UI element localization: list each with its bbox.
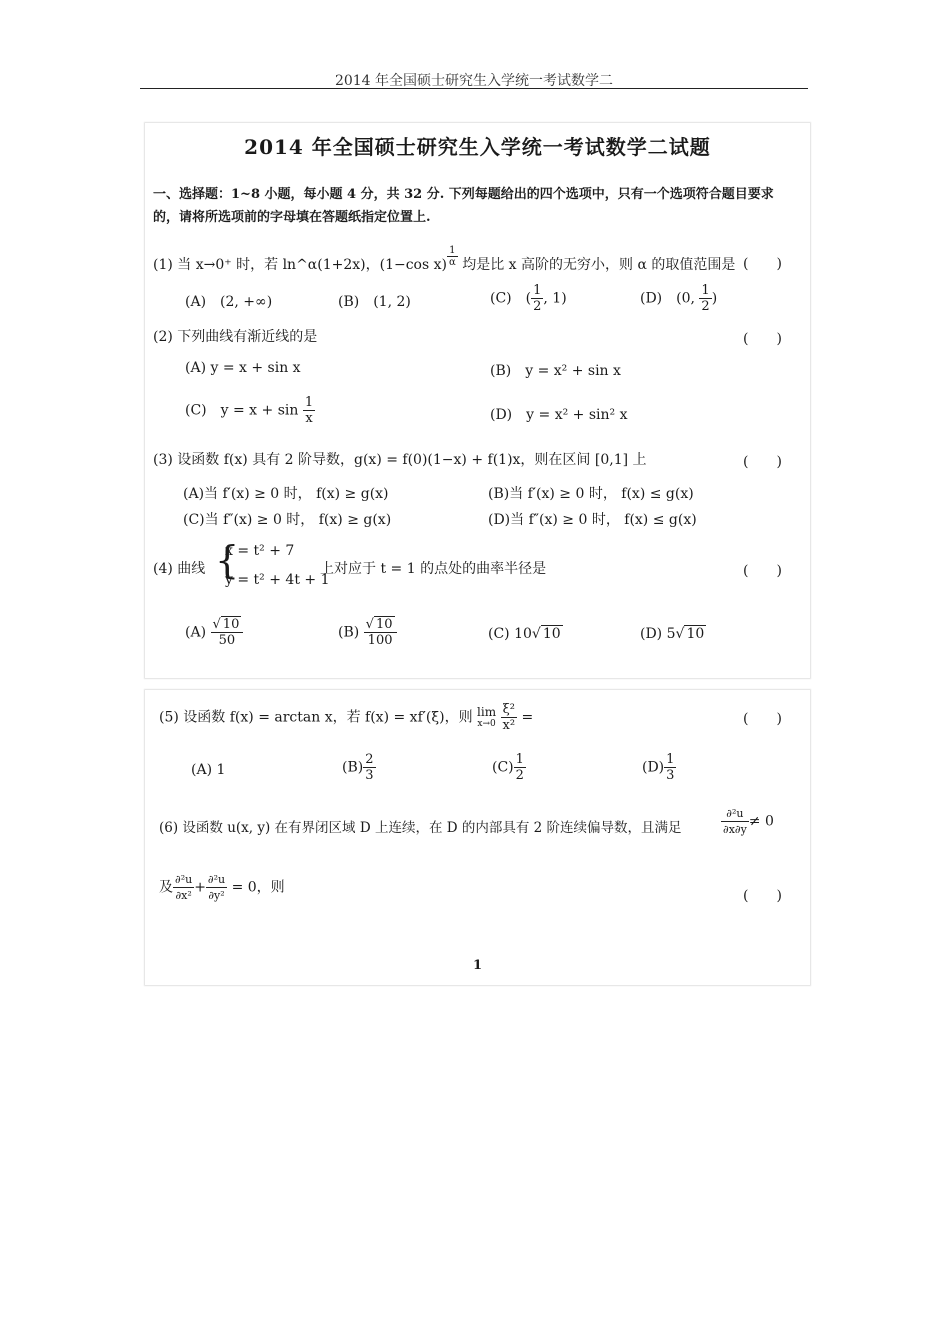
section-instruction: 一、选择题：1~8 小题，每小题 4 分，共 32 分. 下列每题给出的四个选项中，只有一个选项符合题目要求的，请将所选项前的字母填在答题纸指定位置上. bbox=[153, 187, 774, 225]
q1-exp-den: α bbox=[448, 257, 456, 269]
q6-number: (6) bbox=[159, 820, 179, 836]
q1-answer-paren[interactable]: ( ) bbox=[743, 256, 782, 272]
q3-option-c[interactable]: (C)当 f″(x) ≥ 0 时， f(x) ≥ g(x) bbox=[183, 512, 392, 528]
q5-option-b[interactable]: (B) $\frac{2}{3}$ bbox=[342, 752, 374, 783]
q6-laplace: 及 $\frac{\text{∂²u}}{\text{∂x²}}$ + $\frac{\text{∂²u}}{\text{∂y²}}$ = 0，则 bbox=[159, 873, 285, 902]
q3-option-a[interactable]: (A)当 f′(x) ≥ 0 时， f(x) ≥ g(x) bbox=[183, 486, 389, 502]
q2-number: (2) bbox=[153, 329, 173, 345]
q1-stem-a: 当 x→0⁺ 时，若 ln^α(1+2x)，(1−cos x) bbox=[177, 257, 447, 273]
q2-option-d[interactable]: (D) y = x² + sin² x bbox=[490, 407, 628, 423]
q5-lim: lim bbox=[477, 704, 497, 719]
q1-option-d[interactable]: (D) (0, $\frac{1}{2}$ ) bbox=[640, 283, 718, 314]
q4-number-and-word: (4) 曲线 bbox=[153, 561, 206, 577]
q3-option-d[interactable]: (D)当 f″(x) ≥ 0 时， f(x) ≤ g(x) bbox=[488, 512, 697, 528]
q5-stem: (5) 设函数 f(x) = arctan x，若 f(x) = xf′(ξ)，则 lim x→0 $\frac{\text{ξ²}}{\text{x²}}$ = bbox=[159, 702, 534, 733]
q5-answer-paren[interactable]: ( ) bbox=[743, 711, 782, 727]
exam-panel-1 bbox=[145, 123, 810, 678]
q1-option-b[interactable]: (B) (1, 2) bbox=[338, 294, 411, 310]
running-header: 2014 年全国硕士研究生入学统一考试数学二 bbox=[334, 73, 614, 89]
q6-stem: (6) 设函数 u(x, y) 在有界闭区域 D 上连续，在 D 的内部具有 2 阶连续偏导数，且满足 bbox=[159, 820, 682, 836]
q4-stem: 上对应于 t = 1 的点处的曲率半径是 bbox=[320, 561, 547, 577]
q5-lim-sub: x→0 bbox=[477, 718, 496, 729]
q4-answer-paren[interactable]: ( ) bbox=[743, 563, 782, 579]
q5-option-d[interactable]: (D) $\frac{1}{3}$ bbox=[642, 752, 675, 783]
q2-answer-paren[interactable]: ( ) bbox=[743, 331, 782, 347]
q4-option-b[interactable]: (B) $\frac{√ 10}{100}$ bbox=[338, 617, 397, 648]
header-rule bbox=[140, 88, 808, 89]
exam-title: 2014 年全国硕士研究生入学统一考试数学二试题 bbox=[244, 135, 711, 159]
q4-equation-x: x = t² + 7 bbox=[225, 543, 295, 559]
q1-number: (1) bbox=[153, 257, 173, 273]
q5-option-a[interactable]: (A) 1 bbox=[191, 762, 226, 778]
q2-option-c[interactable]: (C) y = x + sin $\frac{1}{x}$ bbox=[185, 395, 314, 426]
q4-option-d[interactable]: (D) 5√ 10 bbox=[640, 626, 705, 642]
q6-condition: $\frac{\text{∂²u}}{\partial x\partial y}$ ≠ 0 bbox=[723, 807, 774, 836]
q5-option-c[interactable]: (C) $\frac{1}{2}$ bbox=[492, 752, 524, 783]
q4-option-a[interactable]: (A) $\frac{√ 10}{50}$ bbox=[185, 617, 243, 648]
q2-stem: (2) 下列曲线有渐近线的是 bbox=[153, 329, 318, 345]
q1-stem bbox=[153, 245, 736, 274]
q1-option-c[interactable]: (C) ( $\frac{1}{2}$ , 1) bbox=[490, 283, 567, 314]
q6-answer-paren[interactable]: ( ) bbox=[743, 888, 782, 904]
page-number: 1 bbox=[472, 958, 483, 973]
q2-option-a[interactable]: (A) y = x + sin x bbox=[185, 360, 301, 376]
exam-panel-2 bbox=[145, 690, 810, 985]
q2-option-b[interactable]: (B) y = x² + sin x bbox=[490, 363, 621, 379]
q3-number: (3) bbox=[153, 452, 173, 468]
q5-number: (5) bbox=[159, 709, 179, 726]
q4-option-c[interactable]: (C) 10√ 10 bbox=[488, 626, 561, 642]
q1-option-a[interactable]: (A) (2, +∞) bbox=[185, 294, 273, 310]
q3-option-b[interactable]: (B)当 f′(x) ≥ 0 时， f(x) ≤ g(x) bbox=[488, 486, 694, 502]
q4-number: (4) bbox=[153, 561, 173, 577]
q4-brace: { bbox=[215, 538, 240, 582]
q1-stem-b: 均是比 x 高阶的无穷小，则 α 的取值范围是 bbox=[462, 257, 736, 273]
q3-stem: (3) 设函数 f(x) 具有 2 阶导数，g(x) = f(0)(1−x) + f(1)x，则在区间 [0,1] 上 bbox=[153, 452, 647, 468]
q4-equation-y: y = t² + 4t + 1 bbox=[225, 572, 330, 588]
q1-exp-num: 1 bbox=[447, 245, 458, 257]
q3-answer-paren[interactable]: ( ) bbox=[743, 454, 782, 470]
